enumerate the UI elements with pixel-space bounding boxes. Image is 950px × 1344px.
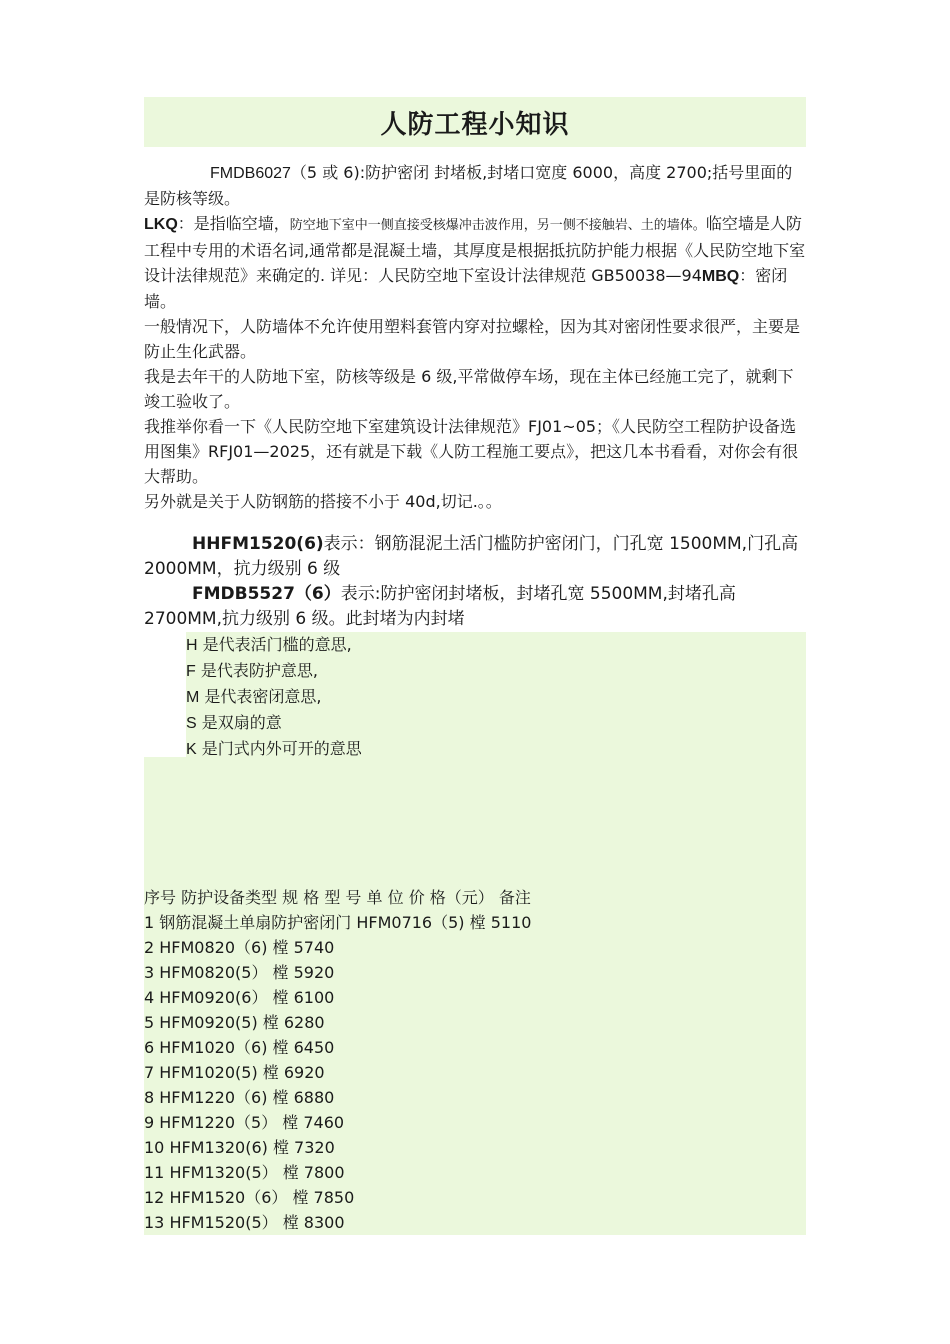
lkq-text-b: 防空地下室中一侧直接受核爆冲击波作用，另一侧不接触岩、土的墙体。: [289, 218, 706, 233]
paragraph-fmdb6027: [144, 160, 806, 211]
letter-meaning-list: [144, 632, 806, 762]
price-table: [144, 885, 806, 1235]
paragraph-rebar: 另外就是关于人防钢筋的搭接不小于 40d,切记.。。: [144, 492, 502, 511]
lkq-text-c: 临空墙是人防工程中专用的术语名词,通常都是混凝土墙，其厚度是根据抵抗防护能力根据《人民防空地下室设计法律规范》来确定的. 详见：人民防空地下室设计法律规范 GB50038—94: [144, 214, 806, 285]
highlighted-section: [144, 632, 806, 1235]
section-gap: [144, 514, 806, 532]
paragraph-experience: 我是去年干的人防地下室，防核等级是 6 级,平常做停车场，现在主体已经施工完了，就剩下竣工验收了。: [144, 367, 794, 411]
hhfm-text: 表示：钢筋混泥土活门槛防护密闭门，门孔宽 1500MM,门孔高 2000MM，抗力级别 6 级: [144, 534, 799, 579]
table-row: 4 HFM0920(6） 樘 6100: [144, 988, 335, 1007]
table-row: 9 HFM1220（5） 樘 7460: [144, 1113, 345, 1132]
code-hhfm: HHFM1520(6): [192, 534, 324, 554]
paragraph-hhfm: [144, 532, 806, 582]
letter-item: S 是双扇的意: [186, 713, 282, 732]
table-header: 序号 防护设备类型 规 格 型 号 单 位 价 格（元） 备注: [144, 888, 531, 907]
document-page: [144, 97, 806, 1235]
letter-item: M 是代表密闭意思,: [186, 687, 322, 706]
blank-space: [144, 762, 806, 885]
table-row: 7 HFM1020(5) 樘 6920: [144, 1063, 325, 1082]
fmdb5527-text: 表示:防护密闭封堵板，封堵孔宽 5500MM,封堵孔高 2700MM,抗力级别 6 级。此封堵为内封堵: [144, 584, 736, 629]
paragraph-fmdb5527: [144, 582, 806, 632]
term-lkq: LKQ: [144, 216, 178, 233]
letter-item: K 是门式内外可开的意思: [186, 739, 362, 758]
table-row: 1 钢筋混凝土单扇防护密闭门 HFM0716（5) 樘 5110: [144, 913, 532, 932]
mbq-text: ：密闭墙。: [144, 266, 788, 311]
table-row: 11 HFM1320(5） 樘 7800: [144, 1163, 345, 1182]
table-row: 6 HFM1020（6) 樘 6450: [144, 1038, 335, 1057]
lkq-text-a: ：是指临空墙，: [177, 214, 290, 233]
paragraph-lkq: [144, 211, 806, 314]
table-row: 10 HFM1320(6) 樘 7320: [144, 1138, 335, 1157]
code-fmdb6027: FMDB6027: [210, 165, 291, 182]
table-row: 3 HFM0820(5） 樘 5920: [144, 963, 335, 982]
table-row: 8 HFM1220（6) 樘 6880: [144, 1088, 335, 1107]
table-row: 13 HFM1520(5） 樘 8300: [144, 1213, 345, 1232]
letter-item: F 是代表防护意思,: [186, 661, 318, 680]
table-row: 2 HFM0820（6) 樘 5740: [144, 938, 335, 957]
code-fmdb5527: FMDB5527（6）: [192, 584, 341, 604]
fmdb6027-text: （5 或 6):防护密闭 封堵板,封堵口宽度 6000，高度 2700;括号里面的是防核等级。: [144, 163, 793, 208]
title-band: [144, 97, 806, 147]
table-row: 5 HFM0920(5) 樘 6280: [144, 1013, 325, 1032]
letter-item: H 是代表活门槛的意思,: [186, 635, 352, 654]
paragraph-recommend: 我推举你看一下《人民防空地下室建筑设计法律规范》FJ01~05；《人民防空工程防护设备选用图集》RFJ01—2025，还有就是下载《人防工程施工要点》，把这几本书看看，对你会有很大帮助。: [144, 417, 799, 486]
page-title: 人防工程小知识: [380, 109, 570, 140]
table-row: 12 HFM1520（6） 樘 7850: [144, 1188, 355, 1207]
term-mbq: MBQ: [701, 268, 740, 285]
paragraph-general: 一般情况下，人防墙体不允许使用塑料套管内穿对拉螺栓，因为其对密闭性要求很严，主要是防止生化武器。: [144, 317, 801, 361]
